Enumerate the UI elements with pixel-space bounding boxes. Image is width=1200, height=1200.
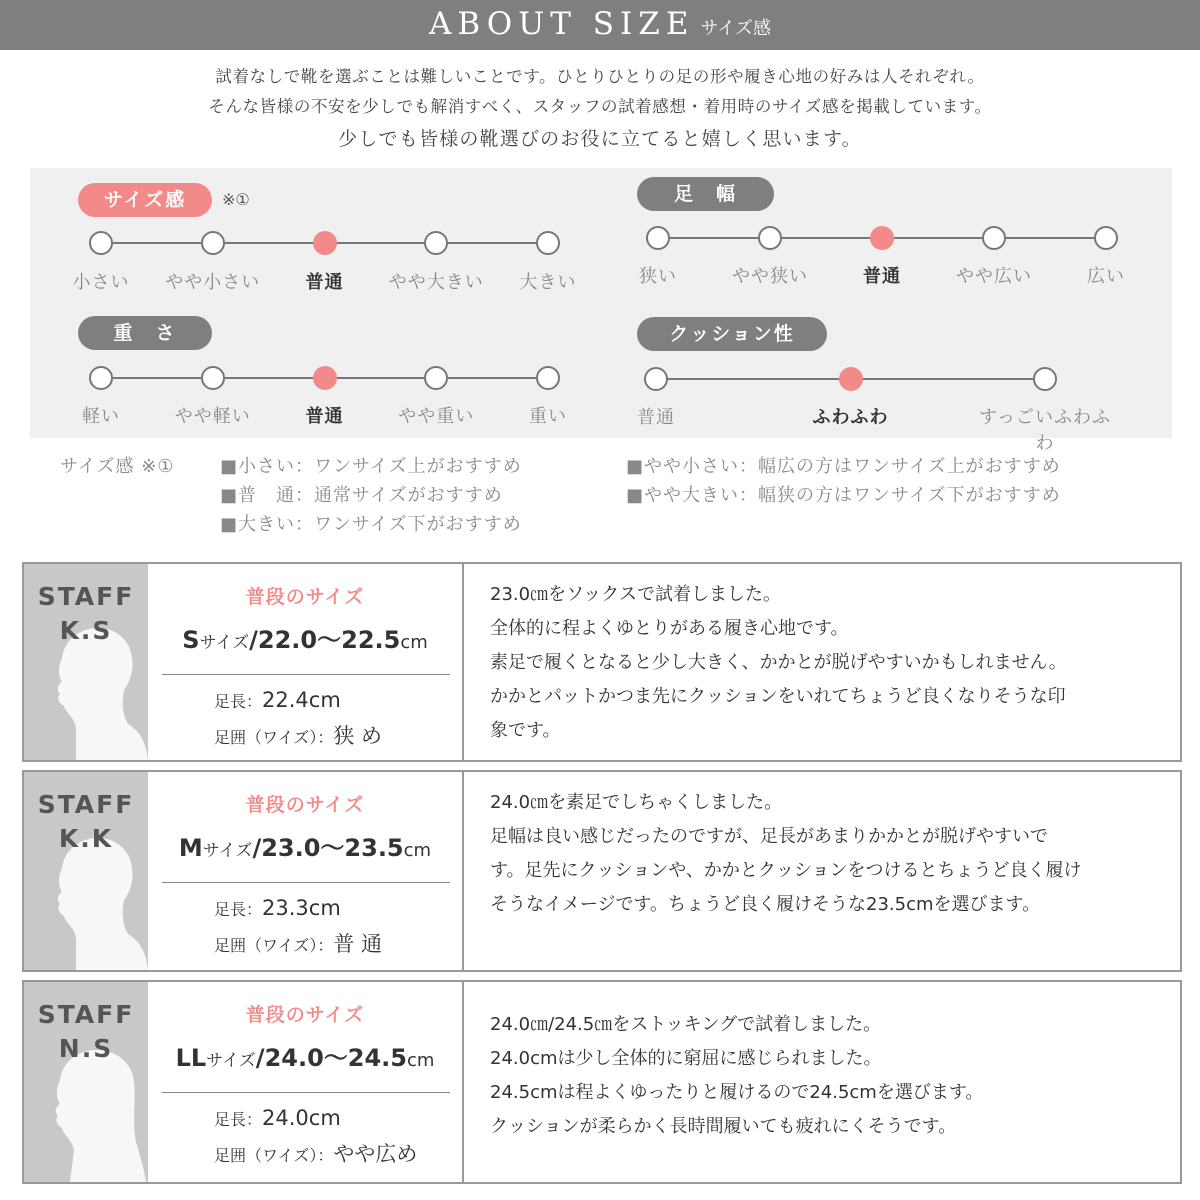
comment-line: す。足先にクッションや、かかとクッションをつけるとちょうど良く履け bbox=[490, 860, 1082, 881]
staff-name bbox=[24, 788, 148, 856]
foot-length-key: 足長： bbox=[214, 900, 263, 919]
size-letter: S bbox=[182, 626, 200, 654]
comment-line: 23.0㎝をソックスで試着しました。 bbox=[490, 584, 781, 605]
foot-width bbox=[214, 720, 382, 750]
weight-scale-label: 軽い bbox=[82, 406, 120, 427]
width-scale-dot bbox=[982, 226, 1006, 250]
size-notes-heading: サイズ感 ※① bbox=[60, 456, 175, 477]
staff-row bbox=[22, 770, 1182, 972]
cushion-scale-dot bbox=[644, 367, 668, 391]
size-scale-note: ※① bbox=[222, 190, 250, 209]
foot-length bbox=[214, 1106, 341, 1130]
width-scale-label: 狭い bbox=[639, 266, 677, 287]
size-note-left-2: ■普 通：通常サイズがおすすめ bbox=[220, 485, 503, 506]
comment-line: 24.0㎝/24.5㎝をストッキングで試着しました。 bbox=[490, 1014, 882, 1035]
weight-scale-dot bbox=[89, 366, 113, 390]
staff-comment bbox=[490, 786, 1170, 922]
size-word: サイズ bbox=[202, 841, 253, 861]
width-scale-dot bbox=[870, 226, 894, 250]
width-scale-title: 足 幅 bbox=[637, 177, 774, 211]
staff-name bbox=[24, 998, 148, 1066]
foot-length-key: 足長： bbox=[214, 692, 263, 711]
cushion-scale-label: 普通 bbox=[637, 407, 675, 428]
foot-length bbox=[214, 688, 341, 712]
staff-comment bbox=[490, 1008, 1170, 1144]
weight-scale-dot bbox=[313, 366, 337, 390]
foot-width-value: 狭 め bbox=[333, 724, 383, 748]
cushion-scale-label: ふわふわ bbox=[812, 407, 889, 428]
size-unit: cm bbox=[403, 840, 432, 861]
cushion-scale-dot bbox=[1033, 367, 1057, 391]
size-scale-dot bbox=[201, 231, 225, 255]
foot-length bbox=[214, 896, 341, 920]
foot-width-value: 普 通 bbox=[333, 932, 383, 956]
intro-line-2: そんな皆様の不安を少しでも解消すべく、スタッフの試着感想・着用時のサイズ感を掲載しています。 bbox=[208, 97, 992, 116]
size-unit: cm bbox=[400, 632, 428, 653]
weight-scale-label: 普通 bbox=[305, 406, 344, 427]
width-scale-label: 普通 bbox=[863, 266, 901, 287]
weight-scale-label: やや軽い bbox=[174, 406, 251, 427]
size-unit: cm bbox=[407, 1050, 435, 1071]
header-title-main: ABOUT SIZE bbox=[428, 6, 695, 42]
comment-line: クッションが柔らかく長時間履いても疲れにくそうです。 bbox=[490, 1116, 957, 1137]
size-word: サイズ bbox=[206, 1051, 256, 1071]
size-divider-line bbox=[162, 882, 450, 883]
size-scale-dot bbox=[536, 231, 560, 255]
comment-line: 24.0cmは少し全体的に窮屈に感じられました。 bbox=[490, 1048, 882, 1069]
foot-width-key: 足囲（ワイズ）： bbox=[214, 1146, 334, 1165]
comment-line: 足幅は良い感じだったのですが、足長があまりかかとが脱げやすいで bbox=[490, 826, 1048, 847]
foot-length-key: 足長： bbox=[214, 1110, 263, 1129]
staff-name bbox=[24, 580, 148, 648]
staff-row bbox=[22, 562, 1182, 762]
usual-size-value bbox=[148, 620, 462, 655]
row-divider bbox=[462, 564, 464, 760]
size-scale-label: 普通 bbox=[305, 272, 344, 293]
cushion-scale-title: クッション性 bbox=[637, 317, 827, 351]
foot-length-value: 24.0cm bbox=[262, 1106, 341, 1130]
comment-line: 24.0㎝を素足でしちゃくしました。 bbox=[490, 792, 783, 813]
staff-comment bbox=[490, 578, 1170, 748]
size-scale-label: 大きい bbox=[519, 272, 577, 293]
size-range: /22.0〜22.5 bbox=[249, 626, 401, 654]
comment-line: そうなイメージです。ちょうど良く履けそうな23.5cmを選びます。 bbox=[490, 894, 1041, 915]
width-scale-label: やや狭い bbox=[732, 266, 808, 287]
header-subtitle: サイズ感 bbox=[700, 18, 772, 39]
weight-scale-title: 重 さ bbox=[78, 316, 212, 350]
foot-width bbox=[214, 1138, 417, 1168]
foot-width-key: 足囲（ワイズ）： bbox=[214, 936, 334, 955]
comment-line: 象です。 bbox=[490, 720, 561, 741]
foot-length-value: 23.3cm bbox=[262, 896, 341, 920]
intro-line-3: 少しでも皆様の靴選びのお役に立てると嬉しく思います。 bbox=[338, 128, 862, 150]
width-scale-dot bbox=[1094, 226, 1118, 250]
size-letter: LL bbox=[175, 1044, 207, 1072]
usual-size-value bbox=[148, 1038, 462, 1073]
size-scale-title: サイズ感 bbox=[78, 183, 212, 217]
row-divider bbox=[462, 772, 464, 970]
comment-line: 素足で履くとなると少し大きく、かかとが脱げやすいかもしれません。 bbox=[490, 652, 1067, 673]
comment-line: 全体的に程よくゆとりがある履き心地です。 bbox=[490, 618, 849, 639]
size-note-left-3: ■大きい：ワンサイズ下がおすすめ bbox=[220, 514, 522, 535]
size-range: /24.0〜24.5 bbox=[255, 1044, 407, 1072]
comment-line: 24.5cmは程よくゆったりと履けるので24.5cmを選びます。 bbox=[490, 1082, 984, 1103]
staff-name-line-1: STAFF bbox=[37, 1000, 135, 1029]
size-divider-line bbox=[162, 1092, 450, 1093]
usual-size-label: 普段のサイズ bbox=[245, 1004, 365, 1026]
size-range: /23.0〜23.5 bbox=[252, 834, 404, 862]
comment-line: かかとパットかつま先にクッションをいれてちょうど良くなりそうな印 bbox=[490, 686, 1066, 707]
usual-size-label: 普段のサイズ bbox=[245, 794, 365, 816]
size-note-right-2: ■やや大きい：幅狭の方はワンサイズ下がおすすめ bbox=[626, 485, 1061, 506]
size-divider-line bbox=[162, 674, 450, 675]
width-scale-dot bbox=[758, 226, 782, 250]
width-scale-label: 広い bbox=[1087, 266, 1125, 287]
size-word: サイズ bbox=[199, 633, 250, 653]
foot-length-value: 22.4cm bbox=[262, 688, 341, 712]
size-note-left-1: ■小さい：ワンサイズ上がおすすめ bbox=[220, 456, 522, 477]
staff-name-line-1: STAFF bbox=[37, 582, 135, 611]
size-scale-label: やや小さい bbox=[165, 272, 261, 293]
staff-row bbox=[22, 980, 1182, 1184]
weight-scale-dot bbox=[201, 366, 225, 390]
usual-size-label: 普段のサイズ bbox=[245, 586, 365, 608]
row-divider bbox=[462, 982, 464, 1182]
size-scale-dot bbox=[89, 231, 113, 255]
intro-line-1: 試着なしで靴を選ぶことは難しいことです。ひとりひとりの足の形や履き心地の好みは人それぞれ。 bbox=[215, 67, 985, 86]
size-scale-label: やや大きい bbox=[388, 272, 484, 293]
staff-name-line-2: N.S bbox=[58, 1034, 114, 1063]
staff-name-line-2: K.K bbox=[58, 824, 114, 853]
width-scale-label: やや広い bbox=[956, 266, 1032, 287]
foot-width-key: 足囲（ワイズ）： bbox=[214, 728, 334, 747]
header-title bbox=[0, 6, 1200, 42]
header-bar bbox=[0, 0, 1200, 50]
weight-scale-label: やや重い bbox=[398, 406, 475, 427]
foot-width bbox=[214, 928, 382, 958]
staff-name-line-1: STAFF bbox=[37, 790, 135, 819]
size-note-right-1: ■やや小さい：幅広の方はワンサイズ上がおすすめ bbox=[626, 456, 1061, 477]
size-scale-label: 小さい bbox=[72, 272, 130, 293]
usual-size-value bbox=[148, 828, 462, 863]
cushion-scale-label: すっごいふわふわ bbox=[979, 407, 1111, 454]
weight-scale-label: 重い bbox=[529, 406, 567, 427]
staff-name-line-2: K.S bbox=[59, 616, 113, 645]
cushion-scale-dot bbox=[839, 367, 863, 391]
width-scale-dot bbox=[646, 226, 670, 250]
foot-width-value: やや広め bbox=[333, 1142, 418, 1166]
weight-scale-dot bbox=[536, 366, 560, 390]
size-scale-dot bbox=[313, 231, 337, 255]
size-letter: M bbox=[178, 834, 203, 862]
